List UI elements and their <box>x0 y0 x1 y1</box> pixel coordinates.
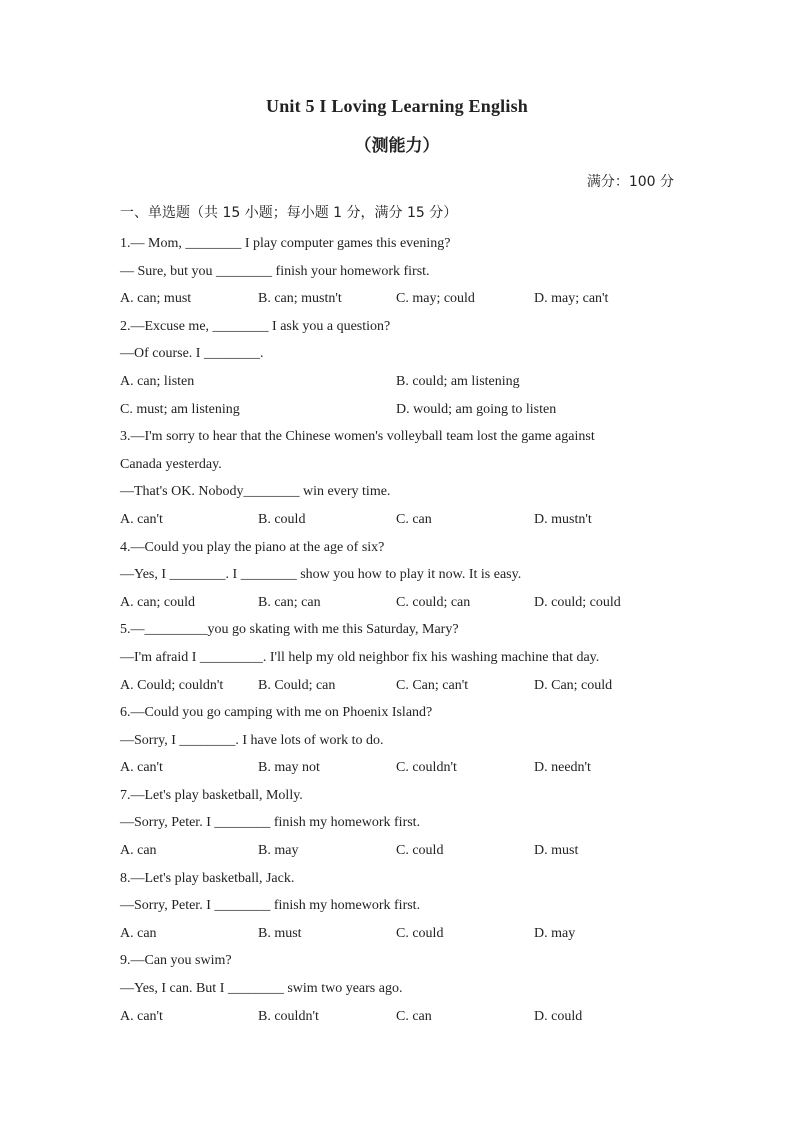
answer-option[interactable]: A. can; must <box>120 291 192 307</box>
answer-option[interactable]: B. Could; can <box>258 677 336 693</box>
question-line: Canada yesterday. <box>120 456 222 472</box>
answer-option[interactable]: C. could <box>396 843 444 859</box>
question-line: —Sorry, I ________. I have lots of work to do. <box>120 732 384 748</box>
answer-option[interactable]: A. can't <box>120 760 163 776</box>
page-title: Unit 5 I Loving Learning English <box>266 96 528 116</box>
answer-option[interactable]: C. could; can <box>396 594 471 610</box>
answer-option[interactable]: B. can; can <box>258 594 321 610</box>
answer-option[interactable]: C. could <box>396 925 444 941</box>
section-heading: 一、单选题（共 15 小题；每小题 1 分，满分 15 分） <box>120 205 458 221</box>
answer-option[interactable]: D. mustn't <box>534 511 592 527</box>
question-line: —Of course. I ________. <box>120 346 264 362</box>
answer-option[interactable]: D. may; can't <box>534 291 609 307</box>
answer-option[interactable]: B. must <box>258 925 302 941</box>
options-row <box>120 285 680 313</box>
question-block <box>120 782 680 865</box>
answer-option[interactable]: B. could <box>258 511 306 527</box>
page-subtitle: （测能力） <box>354 136 440 156</box>
answer-option[interactable]: D. needn't <box>534 760 591 776</box>
options-row <box>120 672 680 700</box>
answer-option[interactable]: C. can <box>396 1008 432 1024</box>
answer-option[interactable]: C. Can; can't <box>396 677 469 693</box>
question-list <box>120 230 680 1030</box>
question-stem: 8.—Let's play basketball, Jack. <box>120 870 295 886</box>
answer-option[interactable]: D. may <box>534 925 576 941</box>
answer-option[interactable]: C. couldn't <box>396 760 457 776</box>
answer-option[interactable]: A. can; listen <box>120 373 195 389</box>
answer-option[interactable]: A. can't <box>120 511 163 527</box>
total-score: 满分：100 分 <box>586 174 674 190</box>
question-block <box>120 313 680 423</box>
question-line: —I'm afraid I _________. I'll help my old neighbor fix his washing machine that day. <box>120 649 600 665</box>
answer-option[interactable]: C. may; could <box>396 291 475 307</box>
answer-option[interactable]: B. can; mustn't <box>258 291 342 307</box>
answer-option[interactable]: D. could; could <box>534 594 621 610</box>
answer-option[interactable]: A. can; could <box>120 594 196 610</box>
answer-option[interactable]: A. can <box>120 843 157 859</box>
answer-option[interactable]: D. could <box>534 1008 583 1024</box>
question-block <box>120 616 680 699</box>
question-block <box>120 947 680 1030</box>
question-line: —Sorry, Peter. I ________ finish my homework first. <box>120 815 421 831</box>
options-row <box>120 506 680 534</box>
answer-option[interactable]: D. would; am going to listen <box>396 401 557 417</box>
options-row <box>120 589 680 617</box>
question-line: —Yes, I can. But I ________ swim two years ago. <box>120 981 403 997</box>
question-stem: 2.—Excuse me, ________ I ask you a question? <box>120 318 391 334</box>
question-stem: 4.—Could you play the piano at the age of six? <box>120 539 385 555</box>
question-line: — Sure, but you ________ finish your homework first. <box>120 263 430 279</box>
question-block <box>120 699 680 782</box>
question-line: —That's OK. Nobody________ win every time. <box>120 484 391 500</box>
answer-option[interactable]: A. can't <box>120 1008 163 1024</box>
options-row <box>120 368 680 396</box>
question-block <box>120 865 680 948</box>
answer-option[interactable]: B. couldn't <box>258 1008 319 1024</box>
question-block <box>120 230 680 313</box>
options-row <box>120 396 680 424</box>
options-row <box>120 1003 680 1031</box>
question-stem: 6.—Could you go camping with me on Phoenix Island? <box>120 705 433 721</box>
question-stem: 3.—I'm sorry to hear that the Chinese women's volleyball team lost the game against <box>120 429 595 445</box>
question-stem: 7.—Let's play basketball, Molly. <box>120 787 303 803</box>
question-line: —Yes, I ________. I ________ show you how to play it now. It is easy. <box>120 567 522 583</box>
answer-option[interactable]: C. can <box>396 511 432 527</box>
answer-option[interactable]: C. must; am listening <box>120 401 240 417</box>
answer-option[interactable]: D. must <box>534 843 579 859</box>
question-stem: 9.—Can you swim? <box>120 953 232 969</box>
question-stem: 1.— Mom, ________ I play computer games this evening? <box>120 236 451 251</box>
answer-option[interactable]: B. could; am listening <box>396 373 520 389</box>
answer-option[interactable]: B. may <box>258 843 299 859</box>
options-row <box>120 837 680 865</box>
question-line: —Sorry, Peter. I ________ finish my homework first. <box>120 898 421 914</box>
options-row <box>120 920 680 948</box>
question-block <box>120 423 680 533</box>
answer-option[interactable]: A. can <box>120 925 157 941</box>
answer-option[interactable]: B. may not <box>258 760 320 776</box>
question-block <box>120 534 680 617</box>
answer-option[interactable]: A. Could; couldn't <box>120 677 224 693</box>
answer-option[interactable]: D. Can; could <box>534 677 613 693</box>
options-row <box>120 754 680 782</box>
question-stem: 5.—_________you go skating with me this Saturday, Mary? <box>120 622 459 638</box>
